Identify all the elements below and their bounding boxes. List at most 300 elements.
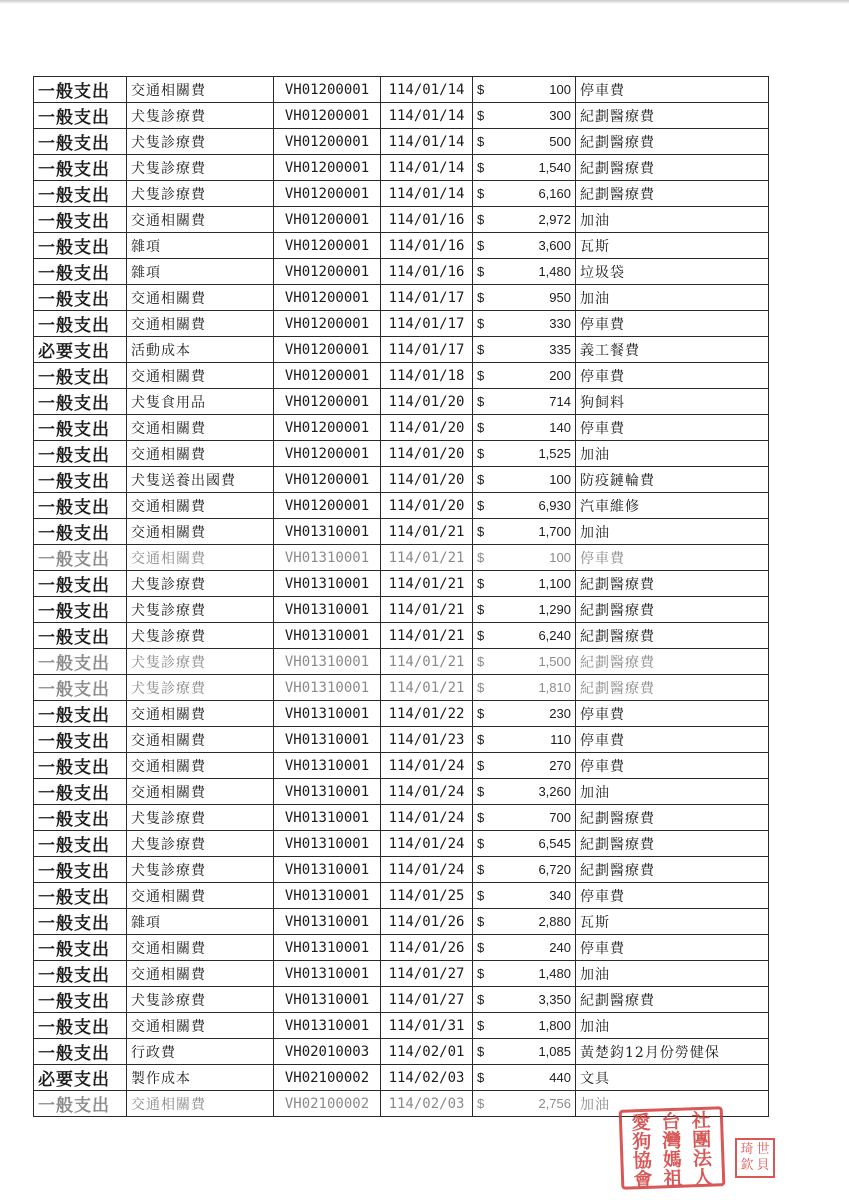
amount-value: 1,810 bbox=[538, 680, 571, 695]
amount-cell bbox=[473, 857, 576, 883]
ledger-row bbox=[34, 181, 769, 207]
category-cell: 一般支出 bbox=[34, 181, 127, 207]
category-cell: 一般支出 bbox=[34, 623, 127, 649]
amount-cell bbox=[473, 935, 576, 961]
amount-cell bbox=[473, 753, 576, 779]
subject-cell: 交通相關費 bbox=[127, 207, 274, 233]
amount-cell bbox=[473, 675, 576, 701]
amount-value: 1,800 bbox=[538, 1018, 571, 1033]
subject-cell: 犬隻食用品 bbox=[127, 389, 274, 415]
amount-value: 950 bbox=[549, 290, 571, 305]
amount-cell bbox=[473, 233, 576, 259]
date-cell: 114/02/01 bbox=[381, 1039, 473, 1065]
voucher-code-cell: VH01310001 bbox=[274, 1013, 381, 1039]
date-cell: 114/01/18 bbox=[381, 363, 473, 389]
ledger-row bbox=[34, 415, 769, 441]
amount-value: 3,260 bbox=[538, 784, 571, 799]
ledger-row bbox=[34, 857, 769, 883]
ledger-row bbox=[34, 259, 769, 285]
amount-cell bbox=[473, 259, 576, 285]
currency-symbol: $ bbox=[477, 992, 485, 1007]
subject-cell: 製作成本 bbox=[127, 1065, 274, 1091]
ledger-row bbox=[34, 623, 769, 649]
date-cell: 114/01/22 bbox=[381, 701, 473, 727]
date-cell: 114/01/14 bbox=[381, 155, 473, 181]
subject-cell: 雜項 bbox=[127, 909, 274, 935]
voucher-code-cell: VH01310001 bbox=[274, 519, 381, 545]
category-cell: 一般支出 bbox=[34, 857, 127, 883]
subject-cell: 交通相關費 bbox=[127, 415, 274, 441]
amount-cell bbox=[473, 909, 576, 935]
amount-value: 6,930 bbox=[538, 498, 571, 513]
amount-value: 1,500 bbox=[538, 654, 571, 669]
description-cell: 黃楚鈞12月份勞健保 bbox=[576, 1039, 769, 1065]
currency-symbol: $ bbox=[477, 186, 485, 201]
seal-character: 會 bbox=[633, 1168, 653, 1192]
subject-cell: 犬隻診療費 bbox=[127, 675, 274, 701]
date-cell: 114/01/14 bbox=[381, 77, 473, 103]
ledger-row bbox=[34, 233, 769, 259]
category-cell: 一般支出 bbox=[34, 883, 127, 909]
amount-cell bbox=[473, 831, 576, 857]
description-cell: 加油 bbox=[576, 779, 769, 805]
currency-symbol: $ bbox=[477, 368, 485, 383]
amount-cell bbox=[473, 363, 576, 389]
currency-symbol: $ bbox=[477, 498, 485, 513]
currency-symbol: $ bbox=[477, 966, 485, 981]
currency-symbol: $ bbox=[477, 680, 485, 695]
currency-symbol: $ bbox=[477, 264, 485, 279]
subject-cell: 犬隻診療費 bbox=[127, 129, 274, 155]
description-cell: 加油 bbox=[576, 207, 769, 233]
amount-cell bbox=[473, 467, 576, 493]
description-cell: 紀劃醫療費 bbox=[576, 675, 769, 701]
description-cell: 汽車維修 bbox=[576, 493, 769, 519]
subject-cell: 交通相關費 bbox=[127, 441, 274, 467]
voucher-code-cell: VH01310001 bbox=[274, 857, 381, 883]
voucher-code-cell: VH01310001 bbox=[274, 571, 381, 597]
ledger-row bbox=[34, 389, 769, 415]
currency-symbol: $ bbox=[477, 758, 485, 773]
currency-symbol: $ bbox=[477, 732, 485, 747]
category-cell: 一般支出 bbox=[34, 285, 127, 311]
subject-cell: 交通相關費 bbox=[127, 779, 274, 805]
category-cell: 一般支出 bbox=[34, 753, 127, 779]
category-cell: 一般支出 bbox=[34, 389, 127, 415]
date-cell: 114/01/21 bbox=[381, 519, 473, 545]
currency-symbol: $ bbox=[477, 316, 485, 331]
subject-cell: 犬隻送養出國費 bbox=[127, 467, 274, 493]
currency-symbol: $ bbox=[477, 238, 485, 253]
amount-value: 200 bbox=[549, 368, 571, 383]
date-cell: 114/01/21 bbox=[381, 675, 473, 701]
category-cell: 一般支出 bbox=[34, 675, 127, 701]
voucher-code-cell: VH01310001 bbox=[274, 597, 381, 623]
date-cell: 114/01/24 bbox=[381, 857, 473, 883]
date-cell: 114/01/24 bbox=[381, 753, 473, 779]
subject-cell: 交通相關費 bbox=[127, 545, 274, 571]
currency-symbol: $ bbox=[477, 810, 485, 825]
amount-value: 6,720 bbox=[538, 862, 571, 877]
amount-value: 6,545 bbox=[538, 836, 571, 851]
currency-symbol: $ bbox=[477, 888, 485, 903]
currency-symbol: $ bbox=[477, 1044, 485, 1059]
currency-symbol: $ bbox=[477, 290, 485, 305]
date-cell: 114/01/14 bbox=[381, 129, 473, 155]
date-cell: 114/01/26 bbox=[381, 909, 473, 935]
date-cell: 114/01/20 bbox=[381, 389, 473, 415]
date-cell: 114/01/27 bbox=[381, 961, 473, 987]
description-cell: 加油 bbox=[576, 519, 769, 545]
date-cell: 114/01/20 bbox=[381, 467, 473, 493]
ledger-row bbox=[34, 337, 769, 363]
amount-cell bbox=[473, 1091, 576, 1117]
amount-cell bbox=[473, 1039, 576, 1065]
date-cell: 114/01/31 bbox=[381, 1013, 473, 1039]
date-cell: 114/01/17 bbox=[381, 285, 473, 311]
voucher-code-cell: VH01200001 bbox=[274, 467, 381, 493]
category-cell: 一般支出 bbox=[34, 207, 127, 233]
ledger-row bbox=[34, 519, 769, 545]
currency-symbol: $ bbox=[477, 160, 485, 175]
amount-value: 240 bbox=[549, 940, 571, 955]
ledger-row bbox=[34, 805, 769, 831]
date-cell: 114/02/03 bbox=[381, 1065, 473, 1091]
category-cell: 一般支出 bbox=[34, 935, 127, 961]
seal-character: 法 bbox=[692, 1147, 713, 1171]
amount-value: 1,290 bbox=[538, 602, 571, 617]
ledger-row bbox=[34, 545, 769, 571]
description-cell: 停車費 bbox=[576, 935, 769, 961]
date-cell: 114/01/14 bbox=[381, 181, 473, 207]
voucher-code-cell: VH01310001 bbox=[274, 961, 381, 987]
seal-character: 狗 bbox=[631, 1130, 652, 1154]
category-cell: 一般支出 bbox=[34, 961, 127, 987]
amount-value: 110 bbox=[550, 732, 571, 747]
description-cell: 瓦斯 bbox=[576, 909, 769, 935]
currency-symbol: $ bbox=[477, 914, 485, 929]
amount-cell bbox=[473, 181, 576, 207]
voucher-code-cell: VH01310001 bbox=[274, 701, 381, 727]
voucher-code-cell: VH01200001 bbox=[274, 207, 381, 233]
description-cell: 紀劃醫療費 bbox=[576, 155, 769, 181]
currency-symbol: $ bbox=[477, 1070, 485, 1085]
category-cell: 一般支出 bbox=[34, 909, 127, 935]
seal-character: 協 bbox=[632, 1149, 653, 1173]
ledger-row bbox=[34, 987, 769, 1013]
date-cell: 114/01/21 bbox=[381, 649, 473, 675]
currency-symbol: $ bbox=[477, 654, 485, 669]
seal-character: 祖 bbox=[663, 1167, 683, 1191]
ledger-row bbox=[34, 311, 769, 337]
category-cell: 一般支出 bbox=[34, 1039, 127, 1065]
ledger-row bbox=[34, 935, 769, 961]
date-cell: 114/01/16 bbox=[381, 233, 473, 259]
description-cell: 防疫鏈輪費 bbox=[576, 467, 769, 493]
category-cell: 一般支出 bbox=[34, 727, 127, 753]
voucher-code-cell: VH01310001 bbox=[274, 805, 381, 831]
seal-character: 世 bbox=[756, 1142, 770, 1157]
subject-cell: 交通相關費 bbox=[127, 311, 274, 337]
seal-character: 灣 bbox=[661, 1129, 682, 1153]
amount-value: 1,525 bbox=[538, 446, 571, 461]
currency-symbol: $ bbox=[477, 446, 485, 461]
seal-character: 貝 bbox=[756, 1158, 770, 1173]
amount-value: 230 bbox=[549, 706, 571, 721]
date-cell: 114/01/21 bbox=[381, 597, 473, 623]
description-cell: 加油 bbox=[576, 961, 769, 987]
date-cell: 114/01/21 bbox=[381, 545, 473, 571]
voucher-code-cell: VH01200001 bbox=[274, 363, 381, 389]
subject-cell: 犬隻診療費 bbox=[127, 987, 274, 1013]
seal-character: 媽 bbox=[662, 1148, 683, 1172]
seal-character: 台 bbox=[661, 1110, 681, 1134]
amount-cell bbox=[473, 415, 576, 441]
subject-cell: 行政費 bbox=[127, 1039, 274, 1065]
ledger-row bbox=[34, 103, 769, 129]
voucher-code-cell: VH01200001 bbox=[274, 285, 381, 311]
subject-cell: 交通相關費 bbox=[127, 727, 274, 753]
ledger-row bbox=[34, 1039, 769, 1065]
amount-cell bbox=[473, 649, 576, 675]
amount-cell bbox=[473, 597, 576, 623]
date-cell: 114/01/20 bbox=[381, 493, 473, 519]
subject-cell: 交通相關費 bbox=[127, 753, 274, 779]
category-cell: 一般支出 bbox=[34, 363, 127, 389]
subject-cell: 犬隻診療費 bbox=[127, 623, 274, 649]
category-cell: 一般支出 bbox=[34, 779, 127, 805]
ledger-row bbox=[34, 675, 769, 701]
amount-value: 1,100 bbox=[538, 576, 571, 591]
amount-value: 335 bbox=[549, 342, 571, 357]
category-cell: 一般支出 bbox=[34, 571, 127, 597]
amount-cell bbox=[473, 727, 576, 753]
voucher-code-cell: VH01310001 bbox=[274, 883, 381, 909]
currency-symbol: $ bbox=[477, 1018, 485, 1033]
subject-cell: 交通相關費 bbox=[127, 285, 274, 311]
description-cell: 狗飼料 bbox=[576, 389, 769, 415]
description-cell: 停車費 bbox=[576, 311, 769, 337]
ledger-row bbox=[34, 285, 769, 311]
currency-symbol: $ bbox=[477, 472, 485, 487]
currency-symbol: $ bbox=[477, 862, 485, 877]
voucher-code-cell: VH01200001 bbox=[274, 493, 381, 519]
description-cell: 紀劃醫療費 bbox=[576, 857, 769, 883]
ledger-row bbox=[34, 1065, 769, 1091]
amount-value: 6,240 bbox=[538, 628, 571, 643]
category-cell: 一般支出 bbox=[34, 493, 127, 519]
description-cell: 紀劃醫療費 bbox=[576, 831, 769, 857]
currency-symbol: $ bbox=[477, 82, 485, 97]
amount-value: 100 bbox=[549, 82, 571, 97]
voucher-code-cell: VH01200001 bbox=[274, 441, 381, 467]
amount-cell bbox=[473, 129, 576, 155]
subject-cell: 交通相關費 bbox=[127, 1013, 274, 1039]
subject-cell: 犬隻診療費 bbox=[127, 597, 274, 623]
voucher-code-cell: VH01310001 bbox=[274, 779, 381, 805]
subject-cell: 犬隻診療費 bbox=[127, 831, 274, 857]
subject-cell: 犬隻診療費 bbox=[127, 181, 274, 207]
currency-symbol: $ bbox=[477, 394, 485, 409]
category-cell: 一般支出 bbox=[34, 805, 127, 831]
amount-value: 1,540 bbox=[538, 160, 571, 175]
amount-value: 714 bbox=[549, 394, 571, 409]
category-cell: 一般支出 bbox=[34, 311, 127, 337]
date-cell: 114/01/24 bbox=[381, 831, 473, 857]
subject-cell: 雜項 bbox=[127, 259, 274, 285]
ledger-row bbox=[34, 909, 769, 935]
amount-cell bbox=[473, 207, 576, 233]
description-cell: 瓦斯 bbox=[576, 233, 769, 259]
currency-symbol: $ bbox=[477, 1096, 485, 1111]
category-cell: 一般支出 bbox=[34, 831, 127, 857]
ledger-row bbox=[34, 571, 769, 597]
ledger-row bbox=[34, 77, 769, 103]
ledger-row bbox=[34, 1013, 769, 1039]
amount-cell bbox=[473, 493, 576, 519]
date-cell: 114/01/26 bbox=[381, 935, 473, 961]
category-cell: 一般支出 bbox=[34, 441, 127, 467]
amount-cell bbox=[473, 285, 576, 311]
voucher-code-cell: VH01200001 bbox=[274, 129, 381, 155]
date-cell: 114/01/21 bbox=[381, 571, 473, 597]
amount-cell bbox=[473, 571, 576, 597]
description-cell: 紀劃醫療費 bbox=[576, 103, 769, 129]
ledger-row bbox=[34, 129, 769, 155]
amount-cell bbox=[473, 337, 576, 363]
voucher-code-cell: VH01200001 bbox=[274, 103, 381, 129]
expense-ledger-table bbox=[33, 76, 769, 1117]
amount-value: 100 bbox=[549, 550, 571, 565]
voucher-code-cell: VH01310001 bbox=[274, 909, 381, 935]
voucher-code-cell: VH01200001 bbox=[274, 155, 381, 181]
date-cell: 114/01/16 bbox=[381, 259, 473, 285]
voucher-code-cell: VH01310001 bbox=[274, 935, 381, 961]
description-cell: 停車費 bbox=[576, 545, 769, 571]
page-top-edge bbox=[0, 0, 849, 4]
description-cell: 停車費 bbox=[576, 883, 769, 909]
amount-value: 440 bbox=[549, 1070, 571, 1085]
subject-cell: 犬隻診療費 bbox=[127, 805, 274, 831]
ledger-row bbox=[34, 831, 769, 857]
currency-symbol: $ bbox=[477, 524, 485, 539]
voucher-code-cell: VH01310001 bbox=[274, 649, 381, 675]
ledger-row bbox=[34, 441, 769, 467]
ledger-row bbox=[34, 883, 769, 909]
ledger-row bbox=[34, 493, 769, 519]
amount-value: 300 bbox=[549, 108, 571, 123]
description-cell: 紀劃醫療費 bbox=[576, 649, 769, 675]
description-cell: 垃圾袋 bbox=[576, 259, 769, 285]
date-cell: 114/01/21 bbox=[381, 623, 473, 649]
category-cell: 一般支出 bbox=[34, 103, 127, 129]
amount-cell bbox=[473, 311, 576, 337]
amount-cell bbox=[473, 961, 576, 987]
currency-symbol: $ bbox=[477, 342, 485, 357]
amount-cell bbox=[473, 545, 576, 571]
description-cell: 加油 bbox=[576, 285, 769, 311]
category-cell: 一般支出 bbox=[34, 77, 127, 103]
seal-character: 人 bbox=[693, 1166, 713, 1190]
subject-cell: 交通相關費 bbox=[127, 961, 274, 987]
ledger-row bbox=[34, 779, 769, 805]
amount-value: 1,085 bbox=[538, 1044, 571, 1059]
amount-value: 500 bbox=[549, 134, 571, 149]
amount-value: 2,756 bbox=[538, 1096, 571, 1111]
voucher-code-cell: VH01200001 bbox=[274, 233, 381, 259]
currency-symbol: $ bbox=[477, 940, 485, 955]
voucher-code-cell: VH01200001 bbox=[274, 77, 381, 103]
amount-cell bbox=[473, 623, 576, 649]
subject-cell: 活動成本 bbox=[127, 337, 274, 363]
description-cell: 紀劃醫療費 bbox=[576, 571, 769, 597]
description-cell: 停車費 bbox=[576, 753, 769, 779]
amount-value: 1,480 bbox=[538, 966, 571, 981]
category-cell: 一般支出 bbox=[34, 649, 127, 675]
subject-cell: 犬隻診療費 bbox=[127, 103, 274, 129]
category-cell: 一般支出 bbox=[34, 519, 127, 545]
category-cell: 一般支出 bbox=[34, 129, 127, 155]
category-cell: 一般支出 bbox=[34, 701, 127, 727]
amount-cell bbox=[473, 103, 576, 129]
subject-cell: 犬隻診療費 bbox=[127, 571, 274, 597]
currency-symbol: $ bbox=[477, 212, 485, 227]
ledger-row bbox=[34, 363, 769, 389]
ledger-row bbox=[34, 649, 769, 675]
ledger-row bbox=[34, 727, 769, 753]
amount-value: 1,700 bbox=[538, 524, 571, 539]
voucher-code-cell: VH01200001 bbox=[274, 415, 381, 441]
subject-cell: 交通相關費 bbox=[127, 77, 274, 103]
subject-cell: 交通相關費 bbox=[127, 493, 274, 519]
currency-symbol: $ bbox=[477, 836, 485, 851]
description-cell: 紀劃醫療費 bbox=[576, 597, 769, 623]
amount-cell bbox=[473, 805, 576, 831]
amount-cell bbox=[473, 77, 576, 103]
date-cell: 114/01/27 bbox=[381, 987, 473, 1013]
description-cell: 紀劃醫療費 bbox=[576, 987, 769, 1013]
date-cell: 114/01/24 bbox=[381, 779, 473, 805]
description-cell: 文具 bbox=[576, 1065, 769, 1091]
amount-cell bbox=[473, 389, 576, 415]
voucher-code-cell: VH01200001 bbox=[274, 337, 381, 363]
currency-symbol: $ bbox=[477, 628, 485, 643]
amount-value: 2,880 bbox=[538, 914, 571, 929]
category-cell: 一般支出 bbox=[34, 1091, 127, 1117]
amount-cell bbox=[473, 987, 576, 1013]
subject-cell: 犬隻診療費 bbox=[127, 649, 274, 675]
description-cell: 紀劃醫療費 bbox=[576, 805, 769, 831]
ledger-row bbox=[34, 207, 769, 233]
description-cell: 紀劃醫療費 bbox=[576, 623, 769, 649]
voucher-code-cell: VH01200001 bbox=[274, 259, 381, 285]
amount-value: 700 bbox=[549, 810, 571, 825]
currency-symbol: $ bbox=[477, 108, 485, 123]
subject-cell: 交通相關費 bbox=[127, 883, 274, 909]
voucher-code-cell: VH01200001 bbox=[274, 389, 381, 415]
amount-value: 6,160 bbox=[538, 186, 571, 201]
category-cell: 一般支出 bbox=[34, 155, 127, 181]
amount-value: 1,480 bbox=[538, 264, 571, 279]
date-cell: 114/01/20 bbox=[381, 415, 473, 441]
subject-cell: 交通相關費 bbox=[127, 1091, 274, 1117]
category-cell: 一般支出 bbox=[34, 987, 127, 1013]
currency-symbol: $ bbox=[477, 576, 485, 591]
voucher-code-cell: VH01310001 bbox=[274, 675, 381, 701]
ledger-row bbox=[34, 597, 769, 623]
amount-value: 140 bbox=[549, 420, 571, 435]
ledger-row bbox=[34, 961, 769, 987]
